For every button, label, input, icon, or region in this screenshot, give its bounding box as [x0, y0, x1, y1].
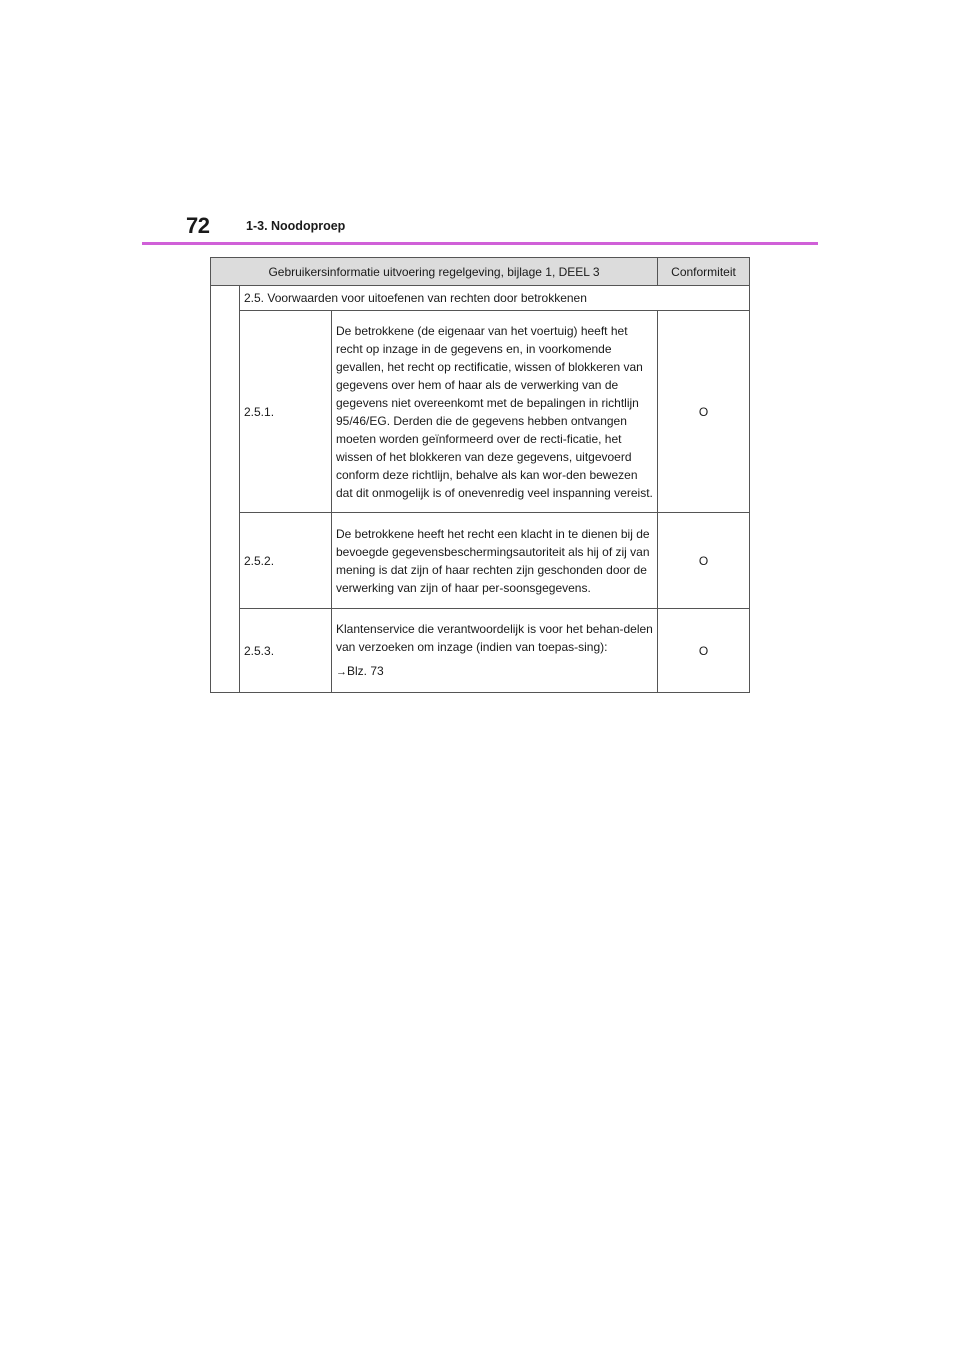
row-number: 2.5.2.	[240, 513, 332, 609]
row-text: De betrokkene (de eigenaar van het voertuig) heeft het recht op inzage in de gegevens en, in voorkomende gevallen, het recht op rectificatie, wissen of blokkeren van gegevens over hem of haar als de verwerking van de gegevens niet overeenkomt met de bepalingen in richtlijn 95/46/EG. Derden die de gegevens hebben ontvangen moeten worden geïnformeerd over de recti-ficatie, het wissen of het blokkeren van deze gegevens, uitgevoerd conform deze richtlijn, behalve als kan wor-den bewezen dat dit onmogelijk is of onevenredig veel inspanning vereist.	[332, 311, 658, 513]
row-conformity: O	[658, 513, 750, 609]
row-conformity: O	[658, 311, 750, 513]
regulation-table	[210, 257, 750, 693]
header-divider	[142, 242, 818, 245]
row-number: 2.5.3.	[240, 609, 332, 693]
column-header-info: Gebruikersinformatie uitvoering regelgeving, bijlage 1, DEEL 3	[211, 258, 658, 286]
page-number: 72	[186, 213, 210, 238]
row-text: Klantenservice die verantwoordelijk is voor het behan-delen van verzoeken om inzage (indien van toepas-sing): →Blz. 73	[332, 609, 658, 693]
row-text: De betrokkene heeft het recht een klacht in te dienen bij de bevoegde gegevensbeschermingsautoriteit als hij of zij van mening is dat zijn of haar rechten zijn geschonden door de verwerking van zijn of haar per-soonsgegevens.	[332, 513, 658, 609]
arrow-right-icon: →	[336, 666, 347, 678]
table-row	[211, 513, 750, 609]
table-row	[211, 609, 750, 693]
section-heading: 2.5. Voorwaarden voor uitoefenen van rechten door betrokkenen	[240, 286, 750, 311]
row-conformity: O	[658, 609, 750, 693]
indent-cell	[211, 286, 240, 693]
table-header-row	[211, 258, 750, 286]
section-title: 1-3. Noodoproep	[246, 219, 346, 233]
section-heading-row	[211, 286, 750, 311]
row-number: 2.5.1.	[240, 311, 332, 513]
table-row	[211, 311, 750, 513]
column-header-conformity: Conformiteit	[658, 258, 750, 286]
page-reference: Blz. 73	[347, 664, 384, 678]
